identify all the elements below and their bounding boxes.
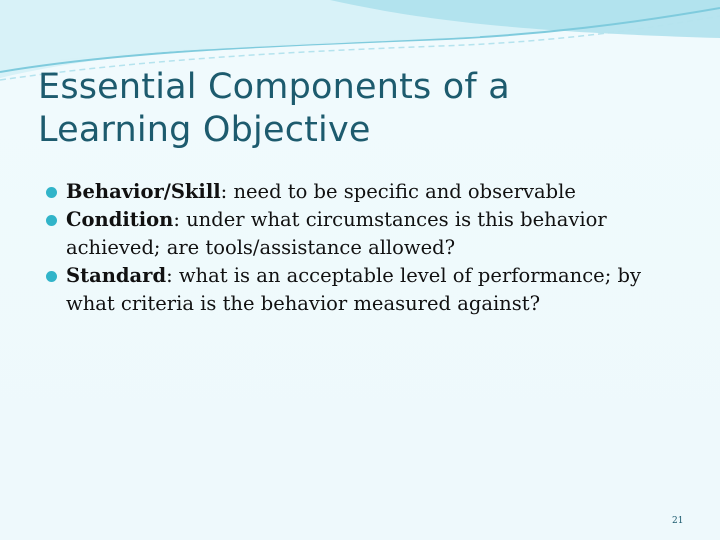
bullet-term: Standard [66,264,167,287]
bullet-dot-icon [46,271,57,282]
bullet-item-condition [44,206,694,262]
bullet-term: Condition [66,208,174,231]
bullet-text: : need to be specific and observable [220,180,576,203]
slide-title [38,66,678,152]
bullet-text: : under what circumstances is this behavior achieved; are tools/assistance allowed? [66,208,607,259]
bullet-list [44,178,694,318]
bullet-text: : what is an acceptable level of performance; by what criteria is the behavior measured against? [66,264,641,315]
bullet-term: Behavior/Skill [66,180,221,203]
bullet-dot-icon [46,215,57,226]
bullet-item-behavior [44,178,694,206]
bullet-item-standard [44,262,694,318]
bullet-dot-icon [46,187,57,198]
slide-title-line-1: Essential Components of a [38,67,510,107]
slide-title-line-2: Learning Objective [38,110,371,150]
page-number: 21 [672,516,684,526]
